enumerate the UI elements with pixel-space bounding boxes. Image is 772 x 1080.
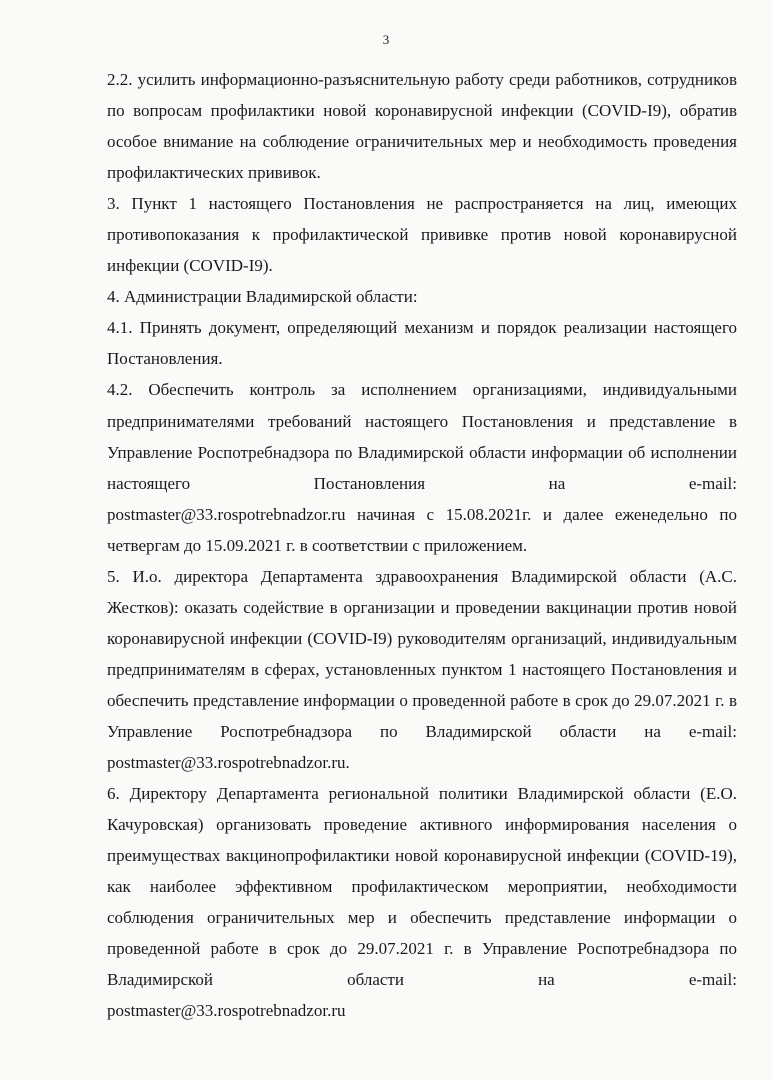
document-body [107, 64, 737, 1026]
paragraph-4-2-email: postmaster@33.rospotrebnadzor.ru начиная с 15.08.2021г. и далее еженедельно по четвергам до 15.09.2021 г. в соответствии с приложением. [107, 504, 737, 555]
paragraph-5: 5. И.о. директора Департамента здравоохранения Владимирской области (А.С. Жестков): оказать содействие в организации и проведении вакцинации против новой коронавирусной инфекции (COVID-I9) руководителям организаций, индивидуальным предпринимателям в сферах, установленных пунктом 1 настоящего Постановления и обеспечить представление информации о проведенной работе в срок до 29.07.2021 г. в Управление Роспотребнадзора по Владимирской области на e-mail: postmaster@33.rospotrebnadzor.ru. [107, 566, 737, 773]
paragraph-3: 3. Пункт 1 настоящего Постановления не распространяется на лиц, имеющих противопоказания к профилактической прививке против новой коронавирусной инфекции (COVID-I9). [107, 194, 737, 276]
paragraph-6-email: postmaster@33.rospotrebnadzor.ru [107, 1001, 346, 1021]
paragraph-4-2: 4.2. Обеспечить контроль за исполнением организациями, индивидуальными предпринимателями требований настоящего Постановления и представление в Управление Роспотребнадзора по Владимирской области информации об исполнении настоящего Постановления на e-mail: [107, 380, 737, 493]
page-number: 3 [382, 32, 390, 47]
paragraph-2-2: 2.2. усилить информационно-разъяснительную работу среди работников, сотрудников по вопросам профилактики новой коронавирусной инфекции (COVID-I9), обратив особое внимание на соблюдение ограничительных мер и необходимость проведения профилактических прививок. [107, 70, 737, 183]
paragraph-4-1: 4.1. Принять документ, определяющий механизм и порядок реализации настоящего Постановления. [107, 318, 737, 369]
paragraph-6: 6. Директору Департамента региональной политики Владимирской области (Е.О. Качуровская) организовать проведение активного информирования населения о преимуществах вакцинопрофилактики новой коронавирусной инфекции (COVID-19), как наиболее эффективном профилактическом мероприятии, необходимости соблюдения ограничительных мер и обеспечить представление информации о проведенной работе в срок до 29.07.2021 г. в Управление Роспотребнадзора по Владимирской области на e-mail: [107, 784, 737, 990]
paragraph-4: 4. Администрации Владимирской области: [107, 287, 418, 307]
